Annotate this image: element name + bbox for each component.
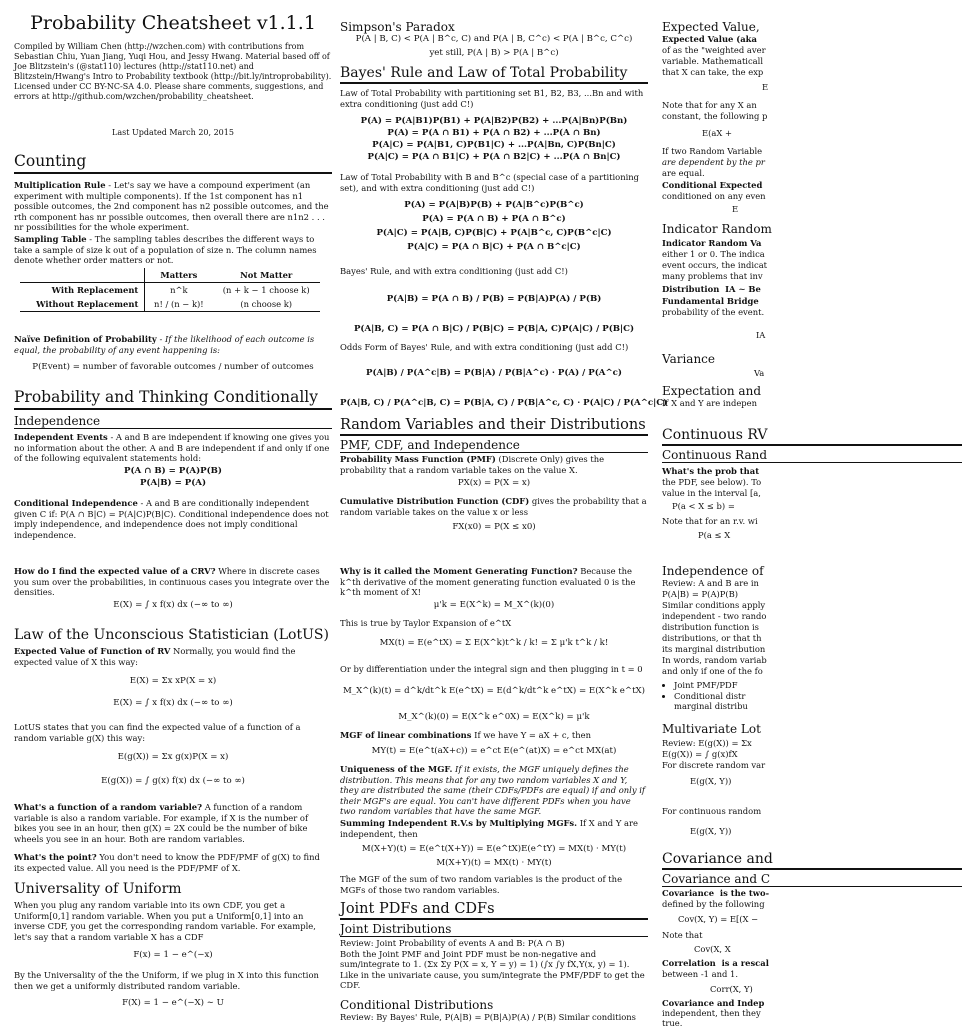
indicator-line: Indicator Random Va xyxy=(662,238,762,248)
crv-line: Note that for an r.v. wi xyxy=(662,516,758,526)
ltp2-eq-2: P(A) = P(A ∩ B) + P(A ∩ B^c) xyxy=(422,214,566,224)
uou-eq-1: F(x) = 1 − e^(−x) xyxy=(133,950,213,960)
mlotus-line: E(g(X, Y)) xyxy=(690,826,732,836)
indicator-line: Fundamental Bridge xyxy=(662,296,759,306)
indicator-line: probability of the event. xyxy=(662,307,765,317)
mgf-taylor-text: This is true by Taylor Expansion of e^tX xyxy=(340,618,512,628)
heading-expectation: Expectation and xyxy=(662,384,761,398)
mgf-linear-combinations: MGF of linear combinations If we have Y = aX + c, then xyxy=(340,730,592,740)
heading-probability-conditional: Probability and Thinking Conditionally xyxy=(14,388,319,406)
lotus-eq-3: E(g(X)) = Σx g(x)P(X = x) xyxy=(117,752,229,762)
subheading-joint-distributions: Joint Distributions xyxy=(340,922,452,936)
mlotus-line: For continuous random xyxy=(662,806,762,816)
ltp2-text: Law of Total Probability with B and B^c (special case of a partitioning set), and with extra conditioning (just add C!) xyxy=(340,172,642,193)
pmf-definition: Probability Mass Function (PMF) (Discrete Only) gives the probability that a random variable takes on the value X. xyxy=(340,454,607,475)
odds-eq-2: P(A|B, C) / P(A^c|B, C) = P(B|A, C) / P(B|A^c, C) · P(A|C) / P(A^c|C) xyxy=(340,398,668,408)
uou-eq-2: F(X) = 1 − e^(−X) ∼ U xyxy=(122,998,224,1008)
cov-line: true. xyxy=(662,1018,683,1028)
mgf-eq-1: μ'k = E(X^k) = M_X^(k)(0) xyxy=(433,600,555,610)
crv-line: P(a < X ≤ b) = xyxy=(672,501,735,511)
naive-equation: P(Event) = number of favorable outcomes / number of outcomes xyxy=(32,362,314,372)
heading-rule xyxy=(340,434,648,436)
ev-line: E xyxy=(762,82,769,92)
heading-rule xyxy=(662,868,962,870)
sampling-table-text: Sampling Table - The sampling tables describes the different ways to take a sample of size k out of a population of size n. The column names denote whether order matters or not. xyxy=(14,234,320,266)
subheading-rule xyxy=(340,452,648,453)
indep-line: Similar conditions apply xyxy=(662,600,766,610)
ltp-eq-4: P(A|C) = P(A ∩ B1|C) + P(A ∩ B2|C) + ...P(A ∩ Bn|C) xyxy=(367,152,621,162)
bayes-eq-2: P(A|B, C) = P(A ∩ B|C) / P(B|C) = P(B|A, C)P(A|C) / P(B|C) xyxy=(353,324,635,334)
ltp2-eq-4: P(A|C) = P(A ∩ B|C) + P(A ∩ B^c|C) xyxy=(407,242,581,252)
mlotus-line: For discrete random var xyxy=(662,760,766,770)
table-header xyxy=(20,268,145,283)
ev-line: conditioned on any even xyxy=(662,191,766,201)
cov-line: Cov(X, Y) = E[(X − xyxy=(678,914,759,924)
cov-line: Correlation is a rescal xyxy=(662,958,769,968)
ev-line: Conditional Expected xyxy=(662,180,763,190)
table-header: Not Matter xyxy=(212,268,320,283)
odds-form-text: Odds Form of Bayes' Rule, and with extra conditioning (just add C!) xyxy=(340,342,629,352)
heading-continuous-rv: Continuous RV xyxy=(662,427,768,443)
bayes-eq-1: P(A|B) = P(A ∩ B) / P(B) = P(B|A)P(A) / P(B) xyxy=(386,294,602,304)
independence-eq-2: P(A|B) = P(A) xyxy=(139,478,207,488)
mgf-uniqueness: Uniqueness of the MGF. If it exists, the MGF uniquely defines the distribution. This means that for any two random variables X and Y, they are distributed the same (their CDFs/PDFs are equal) if and only if their MGF's are equal. You can't have different PDFs when you have two random variables that have the same MGF. xyxy=(340,764,648,817)
indep-line: Review: A and B are in xyxy=(662,578,759,588)
indep-bullets xyxy=(662,680,962,712)
heading-rule xyxy=(14,408,332,410)
list-item: marginal distribu xyxy=(674,701,748,712)
lotus-eq-1: E(X) = Σx xP(X = x) xyxy=(129,676,217,686)
ev-line: Note that for any X an xyxy=(662,100,757,110)
ltp-text: Law of Total Probability with partitioning set B1, B2, B3, ...Bn and with extra conditioning (just add C!) xyxy=(340,88,646,109)
column-1 xyxy=(14,0,332,1024)
indicator-line: either 1 or 0. The indica xyxy=(662,249,765,259)
heading-bayes-rule: Bayes' Rule and Law of Total Probability xyxy=(340,65,628,81)
last-updated: Last Updated March 20, 2015 xyxy=(112,128,234,137)
subheading-rule xyxy=(662,462,962,463)
crv-line: the PDF, see below). To xyxy=(662,477,762,487)
subheading-rule xyxy=(14,428,332,429)
mgf-eq-7: M(X+Y)(t) = MX(t) · MY(t) xyxy=(436,858,552,868)
heading-rule xyxy=(340,82,648,84)
subheading-pmf-cdf: PMF, CDF, and Independence xyxy=(340,438,520,452)
column-3 xyxy=(662,0,962,1028)
ltp-eq-1: P(A) = P(A|B1)P(B1) + P(A|B2)P(B2) + ...P(A|Bn)P(Bn) xyxy=(360,116,628,126)
table-header: Matters xyxy=(145,268,213,283)
conditional-distributions-text: Review: By Bayes' Rule, P(A|B) = P(B|A)P(A) / P(B) Similar conditions xyxy=(340,1012,636,1022)
ev-line: E xyxy=(732,204,739,214)
cov-line: Note that xyxy=(662,930,703,940)
lotus-statement: LotUS states that you can find the expected value of a function of a random variable g(X) this way: xyxy=(14,722,304,743)
cov-line: Corr(X, Y) xyxy=(710,984,753,994)
heading-lotus: Law of the Unconscious Statistician (LotUS) xyxy=(14,627,329,643)
heading-rule xyxy=(662,444,962,446)
ltp-eq-3: P(A|C) = P(A|B1, C)P(B1|C) + ...P(A|Bn, C)P(Bn|C) xyxy=(372,140,616,150)
cov-line: defined by the following xyxy=(662,899,765,909)
mgf-summing: Summing Independent R.V.s by Multiplying MGFs. If X and Y are independent, then xyxy=(340,818,641,839)
whats-the-point: What's the point? You don't need to know the PDF/PMF of g(X) to find its expected value. All you need is the PDF/PMF of X. xyxy=(14,852,323,873)
mgf-eq-2: MX(t) = E(e^tX) = Σ E(X^k)t^k / k! = Σ μ'k t^k / k! xyxy=(379,638,609,648)
crv-line: What's the prob that xyxy=(662,466,760,476)
cov-line: between -1 and 1. xyxy=(662,969,739,979)
cdf-equation: FX(x0) = P(X ≤ x0) xyxy=(452,522,536,532)
pmf-equation: PX(x) = P(X = x) xyxy=(457,478,531,488)
cov-line: Covariance and Indep xyxy=(662,998,765,1008)
indep-line: and only if one of the fo xyxy=(662,666,763,676)
indicator-line: many problems that inv xyxy=(662,271,763,281)
subheading-independence: Independence xyxy=(14,414,101,428)
heading-universality-uniform: Universality of Uniform xyxy=(14,881,182,897)
indep-line: In words, random variab xyxy=(662,655,767,665)
ev-line: constant, the following p xyxy=(662,111,768,121)
ev-line: are equal. xyxy=(662,168,705,178)
mgf-sum-conclusion: The MGF of the sum of two random variables is the product of the MGFs of those two random variables. xyxy=(340,874,625,895)
lotus-eq-2: E(X) = ∫ x f(x) dx (−∞ to ∞) xyxy=(113,698,233,708)
simpson-eq-1: P(A | B, C) < P(A | B^c, C) and P(A | B, C^c) < P(A | B^c, C^c) xyxy=(355,34,633,44)
sampling-table xyxy=(20,268,320,312)
indep-line: independent - two rando xyxy=(662,611,767,621)
heading-counting: Counting xyxy=(14,152,87,170)
indep-line: its marginal distribution xyxy=(662,644,766,654)
heading-rule xyxy=(340,918,648,920)
multiplication-rule: Multiplication Rule - Let's say we have a compound experiment (an experiment with multiple components). If the 1st component has n1 possible outcomes, the 2nd component has n2 possible outcomes, and the rth component has nr possible outcomes, then overall there are n1n2 . . . nr possibilities for the whole experiment. xyxy=(14,180,332,233)
heading-expected-value: Expected Value, xyxy=(662,20,760,34)
heading-simpsons-paradox: Simpson's Paradox xyxy=(340,20,455,34)
indicator-line: Distribution IA ∼ Be xyxy=(662,284,761,294)
mlotus-line: E(g(X)) = ∫ g(x)fX xyxy=(662,749,738,759)
subheading-continuous-rand: Continuous Rand xyxy=(662,448,768,462)
lotus-eq-4: E(g(X)) = ∫ g(x) f(x) dx (−∞ to ∞) xyxy=(101,776,245,786)
crv-expected-value: How do I find the expected value of a CRV? Where in discrete cases you sum over the probabilities, in continuous cases you integrate over the densities. xyxy=(14,566,333,598)
list-item: • Conditional distr xyxy=(674,691,962,702)
cov-line: Covariance is the two- xyxy=(662,888,770,898)
independent-events: Independent Events - A and B are independent if knowing one gives you no information about the other. A and B are independent if and only if one of the following equivalent statements hold: xyxy=(14,432,333,464)
cdf-definition: Cumulative Distribution Function (CDF) gives the probability that a random variable takes on the value x or less xyxy=(340,496,650,517)
joint-distributions-text: Review: Joint Probability of events A and B: P(A ∩ B) Both the Joint PMF and Joint PDF must be non-negative and sum/integrate to 1. (Σx Σy P(X = x, Y = y) = 1) (∫x ∫y fX,Y(x, y) = 1). Like in the univariate cause, you sum/integrate the PMF/PDF to get the CDF. xyxy=(340,938,645,991)
mgf-why: Why is it called the Moment Generating Function? Because the k^th derivative of the moment generating function evaluated 0 is the k^th moment of X! xyxy=(340,566,639,598)
ev-line: that X can take, the exp xyxy=(662,67,764,77)
heading-independence-of: Independence of xyxy=(662,564,764,578)
ev-line: variable. Mathematicall xyxy=(662,56,764,66)
indep-line: distribution function is xyxy=(662,622,759,632)
list-item: • Joint PMF/PDF xyxy=(674,680,962,691)
heading-indicator-rv: Indicator Random xyxy=(662,222,772,236)
lotus-ev-intro: Expected Value of Function of RV Normally, you would find the expected value of X this way: xyxy=(14,646,299,667)
ev-line: If two Random Variable xyxy=(662,146,763,156)
variance-line: Va xyxy=(754,368,765,378)
crv-equation: E(X) = ∫ x f(x) dx (−∞ to ∞) xyxy=(113,600,233,610)
crv-line: value in the interval [a, xyxy=(662,488,761,498)
page-title: Probability Cheatsheet v1.1.1 xyxy=(30,12,316,34)
independence-eq-1: P(A ∩ B) = P(A)P(B) xyxy=(123,466,222,476)
expectation-line: If X and Y are indepen xyxy=(662,398,758,408)
heading-covariance: Covariance and xyxy=(662,851,773,867)
mgf-eq-3: M_X^(k)(t) = d^k/dt^k E(e^tX) = E(d^k/dt^k e^tX) = E(X^k e^tX) xyxy=(342,686,646,696)
ev-line: E(aX + xyxy=(702,128,733,138)
ltp2-eq-3: P(A|C) = P(A|B, C)P(B|C) + P(A|B^c, C)P(B^c|C) xyxy=(376,228,612,238)
heading-random-variables: Random Variables and their Distributions xyxy=(340,417,646,433)
subheading-rule xyxy=(340,936,648,937)
uou-text-1: When you plug any random variable into its own CDF, you get a Uniform[0,1] random variable. When you put a Uniform[0,1] into an inverse CDF, you get the corresponding random variable. For example, let's say that a random variable X has a CDF xyxy=(14,900,319,942)
indep-line: distributions, or that th xyxy=(662,633,762,643)
table-row: Without Replacement n! / (n − k)! (n choose k) xyxy=(20,297,320,312)
subheading-conditional-distributions: Conditional Distributions xyxy=(340,998,494,1012)
crv-line: P(a ≤ X xyxy=(698,530,731,540)
mlotus-line: E(g(X, Y)) xyxy=(690,776,732,786)
indicator-line: event occurs, the indicat xyxy=(662,260,768,270)
ltp2-eq-1: P(A) = P(A|B)P(B) + P(A|B^c)P(B^c) xyxy=(404,200,584,210)
mlotus-line: Review: E(g(X)) = Σx xyxy=(662,738,752,748)
heading-multivariate-lotus: Multivariate Lot xyxy=(662,722,761,736)
mgf-eq-5: MY(t) = E(e^t(aX+c)) = e^ct E(e^(at)X) = e^ct MX(at) xyxy=(371,746,617,756)
conditional-independence: Conditional Independence - A and B are conditionally independent given C if: P(A ∩ B|C) = P(A|C)P(B|C). Conditional independence does not imply independence, and independence does not imply conditional independence. xyxy=(14,498,332,540)
mgf-eq-4: M_X^(k)(0) = E(X^k e^0X) = E(X^k) = μ'k xyxy=(398,712,590,722)
naive-definition: Naïve Definition of Probability - If the likelihood of each outcome is equal, the probability of any event happening is: xyxy=(14,334,317,355)
cov-line: Cov(X, X xyxy=(694,944,731,954)
cov-line: independent, then they xyxy=(662,1008,761,1018)
heading-variance: Variance xyxy=(662,352,715,366)
heading-rule xyxy=(14,172,332,174)
bayes-rule-text: Bayes' Rule, and with extra conditioning (just add C!) xyxy=(340,266,568,276)
indicator-line: IA xyxy=(756,330,766,340)
odds-eq-1: P(A|B) / P(A^c|B) = P(B|A) / P(B|A^c) · P(A) / P(A^c) xyxy=(366,368,622,378)
column-2 xyxy=(340,0,668,1024)
intro-text: Compiled by William Chen (http://wzchen.com) with contributions from Sebastian Chiu, Yuan Jiang, Yuqi Hou, and Jessy Hwang. Material based off of Joe Blitzstein's (@stat110) lectures (http://stat110.net) and Blitzstein/Hwang's Intro to Probability textbook (http://bit.ly/introprobability). Licensed under CC BY-NC-SA 4.0. Please share comments, suggestions, and errors at http://github.com/wzchen/probability_cheatsheet. xyxy=(14,42,334,101)
indep-line: P(A|B) = P(A)P(B) xyxy=(662,589,739,599)
subheading-rule xyxy=(662,886,962,887)
ev-line: are dependent by the pr xyxy=(662,157,765,167)
function-of-rv: What's a function of a random variable? A function of a random variable is also a random variable. For example, if X is the number of bikes you see in an hour, then g(X) = 2X could be the number of bike wheels you see in an hour. Both are random variables. xyxy=(14,802,311,844)
simpson-eq-2: yet still, P(A | B) > P(A | B^c) xyxy=(429,48,559,58)
ev-line: Expected Value (aka xyxy=(662,34,757,44)
ltp-eq-2: P(A) = P(A ∩ B1) + P(A ∩ B2) + ...P(A ∩ Bn) xyxy=(387,128,601,138)
mgf-eq-6: M(X+Y)(t) = E(e^t(X+Y)) = E(e^tX)E(e^tY) = MX(t) · MY(t) xyxy=(361,844,627,854)
uou-text-2: By the Universality of the the Uniform, if we plug in X into this function then we get a uniformly distributed random variable. xyxy=(14,970,322,991)
heading-joint-pdfs: Joint PDFs and CDFs xyxy=(340,901,495,917)
subheading-covariance: Covariance and C xyxy=(662,872,770,886)
ev-line: of as the "weighted aver xyxy=(662,45,766,55)
table-row: With Replacement n^k (n + k − 1 choose k) xyxy=(20,283,320,298)
mgf-diff-text: Or by differentiation under the integral sign and then plugging in t = 0 xyxy=(340,664,643,674)
